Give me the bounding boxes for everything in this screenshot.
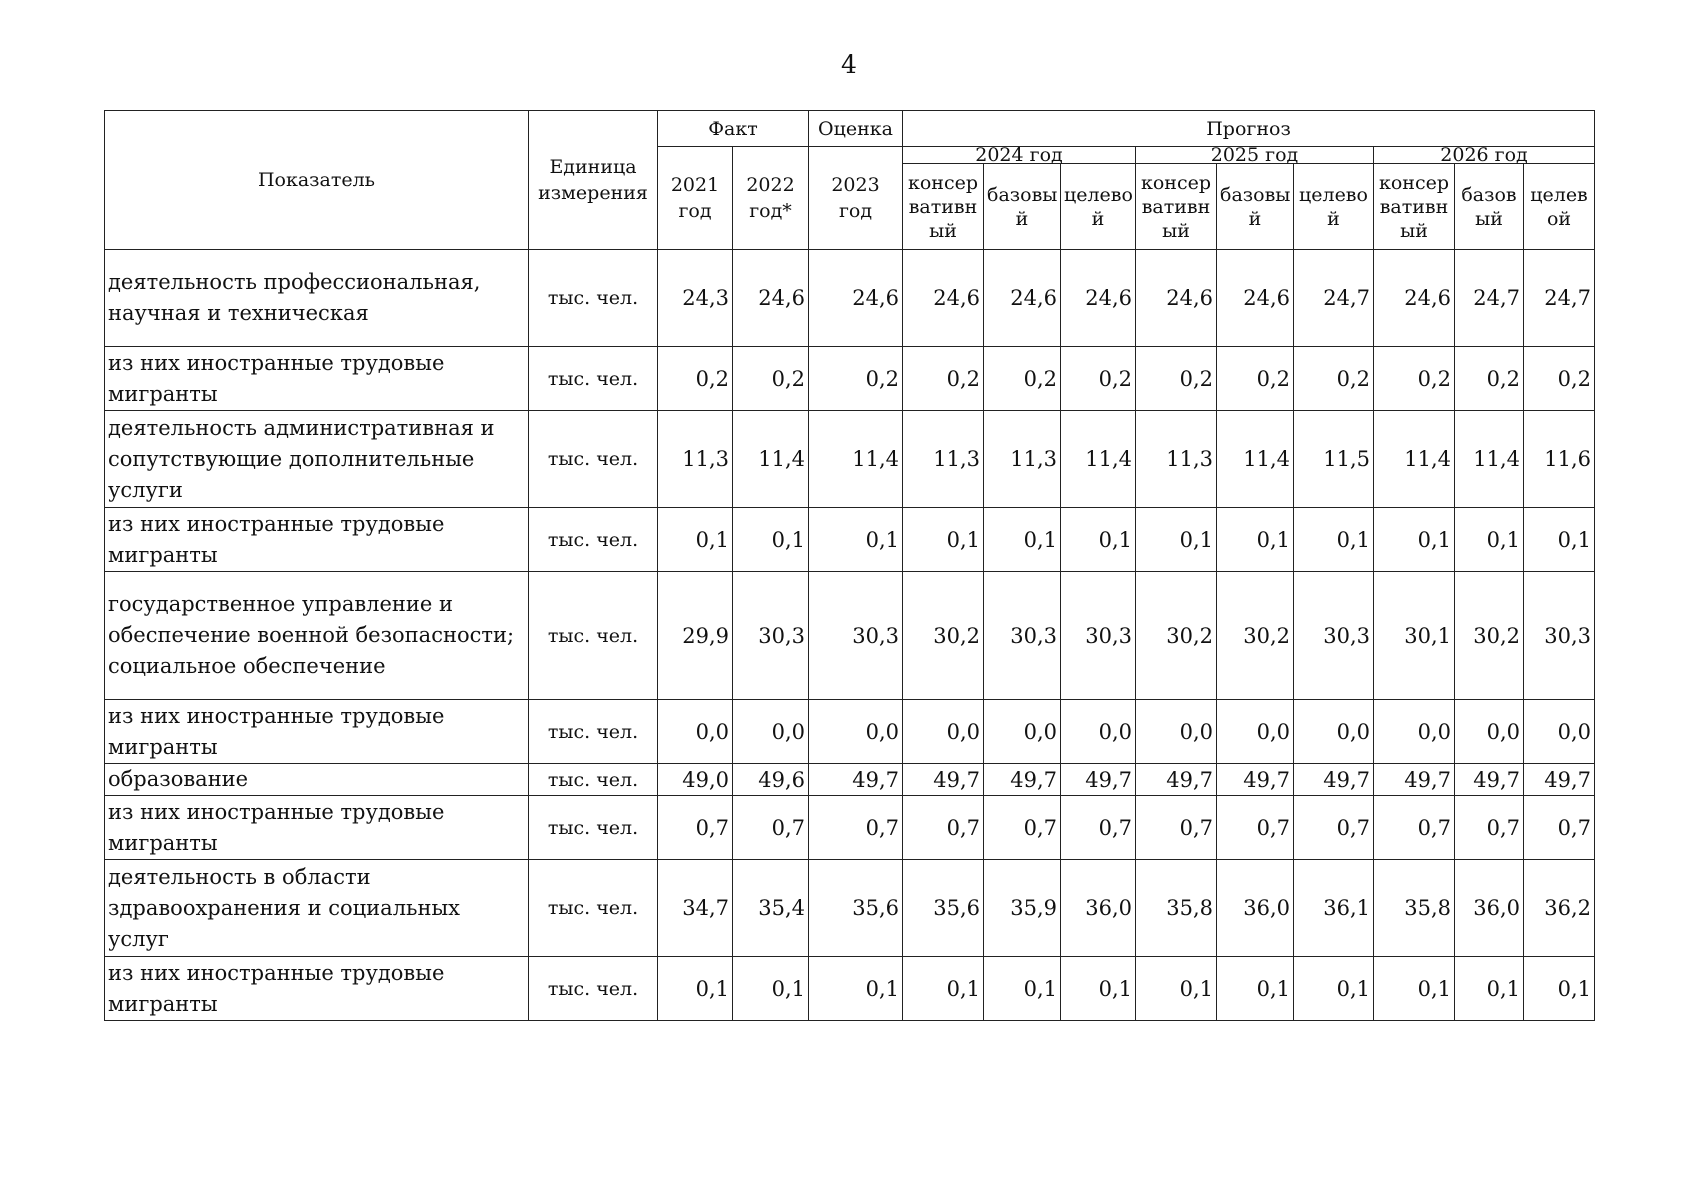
value-cell: 0,1 (1294, 508, 1374, 572)
table-row (105, 860, 1595, 957)
value-cell: 0,2 (1136, 347, 1217, 411)
value-cell: 0,1 (1455, 957, 1524, 1021)
value-cell: 0,1 (1524, 957, 1595, 1021)
header-forecast: Прогноз (903, 111, 1595, 147)
value-cell: 24,7 (1455, 250, 1524, 347)
value-cell: 35,6 (903, 860, 984, 957)
value-cell: 35,8 (1374, 860, 1455, 957)
value-cell: 30,2 (1455, 572, 1524, 700)
value-cell: 0,1 (1374, 508, 1455, 572)
value-cell: 11,3 (658, 411, 733, 508)
indicator-name: из них иностранные трудовые мигранты (105, 700, 529, 764)
table-row (105, 250, 1595, 347)
value-cell: 11,4 (1374, 411, 1455, 508)
table-row (105, 411, 1595, 508)
value-cell: 49,7 (903, 764, 984, 796)
header-2024-base: базовы й (984, 164, 1061, 250)
value-cell: 0,0 (1217, 700, 1294, 764)
value-cell: 29,9 (658, 572, 733, 700)
header-2022: 2022 год* (733, 147, 809, 250)
header-2026-conservative: консер вативн ый (1374, 164, 1455, 250)
indicator-name: из них иностранные трудовые мигранты (105, 957, 529, 1021)
value-cell: 34,7 (658, 860, 733, 957)
value-cell: 0,2 (903, 347, 984, 411)
value-cell: 30,2 (1217, 572, 1294, 700)
value-cell: 0,2 (1217, 347, 1294, 411)
value-cell: 11,4 (1455, 411, 1524, 508)
header-2023: 2023 год (809, 147, 903, 250)
value-cell: 24,6 (1136, 250, 1217, 347)
value-cell: 11,4 (809, 411, 903, 508)
page-number: 4 (841, 50, 857, 79)
indicator-name: деятельность административная и сопутствующие дополнительные услуги (105, 411, 529, 508)
value-cell: 49,6 (733, 764, 809, 796)
value-cell: 49,7 (1374, 764, 1455, 796)
value-cell: 36,0 (1061, 860, 1136, 957)
value-cell: 11,3 (903, 411, 984, 508)
value-cell: 24,6 (733, 250, 809, 347)
value-cell: 0,0 (1061, 700, 1136, 764)
header-forecast-2025: 2025 год (1136, 147, 1374, 164)
table-row (105, 796, 1595, 860)
value-cell: 49,7 (1455, 764, 1524, 796)
unit-cell: тыс. чел. (529, 957, 658, 1021)
table-row (105, 347, 1595, 411)
value-cell: 49,7 (1217, 764, 1294, 796)
value-cell: 0,2 (809, 347, 903, 411)
value-cell: 36,2 (1524, 860, 1595, 957)
header-2026-base: базов ый (1455, 164, 1524, 250)
value-cell: 0,7 (984, 796, 1061, 860)
value-cell: 0,2 (984, 347, 1061, 411)
value-cell: 35,9 (984, 860, 1061, 957)
value-cell: 49,0 (658, 764, 733, 796)
value-cell: 30,3 (1294, 572, 1374, 700)
table-row (105, 508, 1595, 572)
table-row (105, 572, 1595, 700)
value-cell: 30,2 (903, 572, 984, 700)
value-cell: 35,6 (809, 860, 903, 957)
value-cell: 0,2 (1061, 347, 1136, 411)
table-row (105, 957, 1595, 1021)
value-cell: 36,0 (1217, 860, 1294, 957)
value-cell: 0,1 (658, 508, 733, 572)
value-cell: 35,4 (733, 860, 809, 957)
value-cell: 0,2 (1374, 347, 1455, 411)
unit-cell: тыс. чел. (529, 347, 658, 411)
value-cell: 0,1 (1061, 957, 1136, 1021)
value-cell: 24,3 (658, 250, 733, 347)
value-cell: 0,0 (1136, 700, 1217, 764)
value-cell: 0,7 (1061, 796, 1136, 860)
value-cell: 0,2 (1455, 347, 1524, 411)
value-cell: 49,7 (1524, 764, 1595, 796)
value-cell: 0,1 (1294, 957, 1374, 1021)
value-cell: 0,0 (1294, 700, 1374, 764)
value-cell: 0,7 (1217, 796, 1294, 860)
unit-cell: тыс. чел. (529, 411, 658, 508)
value-cell: 35,8 (1136, 860, 1217, 957)
value-cell: 0,1 (658, 957, 733, 1021)
value-cell: 0,1 (1374, 957, 1455, 1021)
value-cell: 0,7 (1455, 796, 1524, 860)
value-cell: 36,0 (1455, 860, 1524, 957)
value-cell: 0,1 (1455, 508, 1524, 572)
value-cell: 0,7 (733, 796, 809, 860)
value-cell: 0,1 (903, 957, 984, 1021)
value-cell: 0,1 (1217, 508, 1294, 572)
value-cell: 49,7 (1061, 764, 1136, 796)
value-cell: 0,0 (903, 700, 984, 764)
value-cell: 30,3 (1061, 572, 1136, 700)
value-cell: 0,0 (658, 700, 733, 764)
value-cell: 0,0 (1455, 700, 1524, 764)
value-cell: 0,7 (658, 796, 733, 860)
value-cell: 0,1 (1061, 508, 1136, 572)
value-cell: 24,6 (1217, 250, 1294, 347)
value-cell: 30,1 (1374, 572, 1455, 700)
value-cell: 0,1 (733, 508, 809, 572)
indicator-name: из них иностранные трудовые мигранты (105, 508, 529, 572)
value-cell: 0,7 (1374, 796, 1455, 860)
header-unit: Единица измерения (529, 111, 658, 250)
value-cell: 0,7 (809, 796, 903, 860)
unit-cell: тыс. чел. (529, 764, 658, 796)
header-2026-target: целев ой (1524, 164, 1595, 250)
value-cell: 49,7 (1294, 764, 1374, 796)
value-cell: 24,6 (1374, 250, 1455, 347)
value-cell: 11,3 (1136, 411, 1217, 508)
value-cell: 0,1 (809, 508, 903, 572)
header-forecast-2024: 2024 год (903, 147, 1136, 164)
header-2025-base: базовы й (1217, 164, 1294, 250)
table-row (105, 764, 1595, 796)
value-cell: 11,6 (1524, 411, 1595, 508)
value-cell: 0,0 (1374, 700, 1455, 764)
value-cell: 11,4 (1217, 411, 1294, 508)
value-cell: 30,2 (1136, 572, 1217, 700)
value-cell: 24,7 (1524, 250, 1595, 347)
value-cell: 0,2 (1294, 347, 1374, 411)
indicator-name: деятельность в области здравоохранения и социальных услуг (105, 860, 529, 957)
value-cell: 0,1 (809, 957, 903, 1021)
indicator-name: из них иностранные трудовые мигранты (105, 347, 529, 411)
header-2025-target: целево й (1294, 164, 1374, 250)
value-cell: 0,2 (658, 347, 733, 411)
value-cell: 49,7 (984, 764, 1061, 796)
value-cell: 24,6 (903, 250, 984, 347)
value-cell: 0,1 (984, 957, 1061, 1021)
value-cell: 30,3 (809, 572, 903, 700)
header-forecast-2026: 2026 год (1374, 147, 1595, 164)
header-2025-conservative: консер вативн ый (1136, 164, 1217, 250)
value-cell: 11,4 (1061, 411, 1136, 508)
value-cell: 24,7 (1294, 250, 1374, 347)
unit-cell: тыс. чел. (529, 572, 658, 700)
header-estimate: Оценка (809, 111, 903, 147)
value-cell: 0,1 (1136, 508, 1217, 572)
unit-cell: тыс. чел. (529, 508, 658, 572)
table-row (105, 700, 1595, 764)
value-cell: 0,0 (984, 700, 1061, 764)
header-fact: Факт (658, 111, 809, 147)
value-cell: 0,1 (1136, 957, 1217, 1021)
value-cell: 0,1 (733, 957, 809, 1021)
value-cell: 24,6 (809, 250, 903, 347)
value-cell: 49,7 (1136, 764, 1217, 796)
value-cell: 30,3 (733, 572, 809, 700)
value-cell: 0,0 (733, 700, 809, 764)
value-cell: 0,7 (903, 796, 984, 860)
value-cell: 0,7 (1524, 796, 1595, 860)
header-2021: 2021 год (658, 147, 733, 250)
table-body (105, 250, 1595, 1021)
header-2024-target: целево й (1061, 164, 1136, 250)
value-cell: 24,6 (1061, 250, 1136, 347)
unit-cell: тыс. чел. (529, 860, 658, 957)
unit-cell: тыс. чел. (529, 250, 658, 347)
value-cell: 0,2 (733, 347, 809, 411)
indicator-name: деятельность профессиональная, научная и техническая (105, 250, 529, 347)
forecast-table (104, 110, 1595, 1021)
value-cell: 0,1 (903, 508, 984, 572)
value-cell: 49,7 (809, 764, 903, 796)
value-cell: 11,5 (1294, 411, 1374, 508)
indicator-name: образование (105, 764, 529, 796)
value-cell: 24,6 (984, 250, 1061, 347)
value-cell: 11,3 (984, 411, 1061, 508)
value-cell: 11,4 (733, 411, 809, 508)
value-cell: 30,3 (984, 572, 1061, 700)
unit-cell: тыс. чел. (529, 796, 658, 860)
header-2024-conservative: консер вативн ый (903, 164, 984, 250)
value-cell: 0,0 (1524, 700, 1595, 764)
value-cell: 0,1 (1524, 508, 1595, 572)
indicator-name: государственное управление и обеспечение военной безопасности; социальное обеспечение (105, 572, 529, 700)
value-cell: 0,7 (1136, 796, 1217, 860)
value-cell: 0,1 (984, 508, 1061, 572)
value-cell: 0,2 (1524, 347, 1595, 411)
unit-cell: тыс. чел. (529, 700, 658, 764)
value-cell: 30,3 (1524, 572, 1595, 700)
indicator-name: из них иностранные трудовые мигранты (105, 796, 529, 860)
value-cell: 0,7 (1294, 796, 1374, 860)
value-cell: 36,1 (1294, 860, 1374, 957)
value-cell: 0,0 (809, 700, 903, 764)
header-indicator: Показатель (105, 111, 529, 250)
value-cell: 0,1 (1217, 957, 1294, 1021)
